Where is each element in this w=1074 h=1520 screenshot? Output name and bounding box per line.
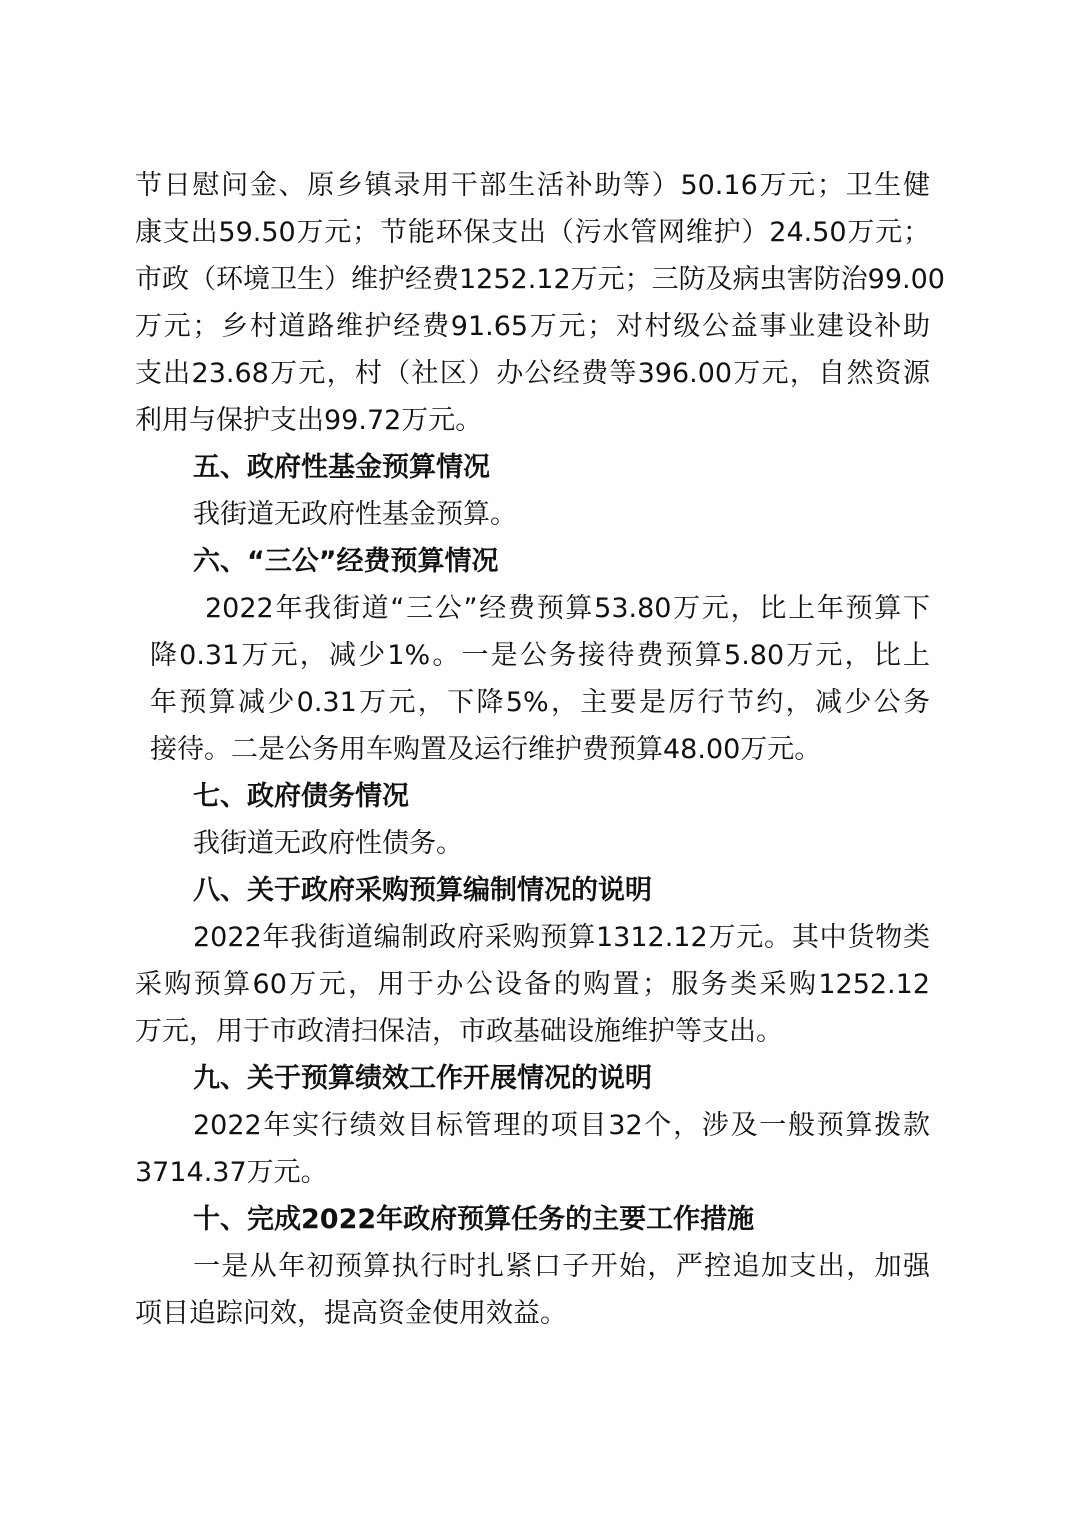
text-line-10: 年预算减少0.31万元，下降5%，主要是厉行节约，减少公务 <box>150 687 930 718</box>
text-line-1: 节日慰问金、原乡镇录用干部生活补助等）50.16万元；卫生健 <box>135 170 930 201</box>
text-line-12: 我街道无政府性债务。 <box>193 828 463 859</box>
text-line-17: 3714.37万元。 <box>135 1157 328 1188</box>
text-line-13: 2022年我街道编制政府采购预算1312.12万元。其中货物类 <box>193 922 930 953</box>
text-line-11: 接待。二是公务用车购置及运行维护费预算48.00万元。 <box>150 734 822 765</box>
section-heading-5: 五、政府性基金预算情况 <box>193 452 490 483</box>
section-heading-7: 七、政府债务情况 <box>193 781 409 812</box>
section-heading-9: 九、关于预算绩效工作开展情况的说明 <box>193 1063 652 1094</box>
text-line-19: 项目追踪问效，提高资金使用效益。 <box>135 1298 567 1329</box>
text-line-3: 市政（环境卫生）维护经费1252.12万元；三防及病虫害防治99.00 <box>135 264 945 295</box>
text-line-18: 一是从年初预算执行时扎紧口子开始，严控追加支出，加强 <box>193 1251 930 1282</box>
section-heading-10: 十、完成2022年政府预算任务的主要工作措施 <box>193 1204 755 1235</box>
text-line-9: 降0.31万元，减少1%。一是公务接待费预算5.80万元，比上 <box>150 640 930 671</box>
section-heading-6: 六、“三公”经费预算情况 <box>193 546 499 577</box>
text-line-5: 支出23.68万元，村（社区）办公经费等396.00万元，自然资源 <box>135 358 930 389</box>
text-line-7: 我街道无政府性基金预算。 <box>193 499 517 530</box>
text-line-16: 2022年实行绩效目标管理的项目32个，涉及一般预算拨款 <box>193 1110 930 1141</box>
text-line-6: 利用与保护支出99.72万元。 <box>135 405 483 436</box>
section-heading-8: 八、关于政府采购预算编制情况的说明 <box>193 875 652 906</box>
text-line-2: 康支出59.50万元；节能环保支出（污水管网维护）24.50万元； <box>135 217 930 248</box>
text-line-15: 万元，用于市政清扫保洁，市政基础设施维护等支出。 <box>135 1016 783 1047</box>
text-line-8: 2022年我街道“三公”经费预算53.80万元，比上年预算下 <box>205 593 930 624</box>
text-line-14: 采购预算60万元，用于办公设备的购置；服务类采购1252.12 <box>135 969 930 1000</box>
text-line-4: 万元；乡村道路维护经费91.65万元；对村级公益事业建设补助 <box>135 311 930 342</box>
